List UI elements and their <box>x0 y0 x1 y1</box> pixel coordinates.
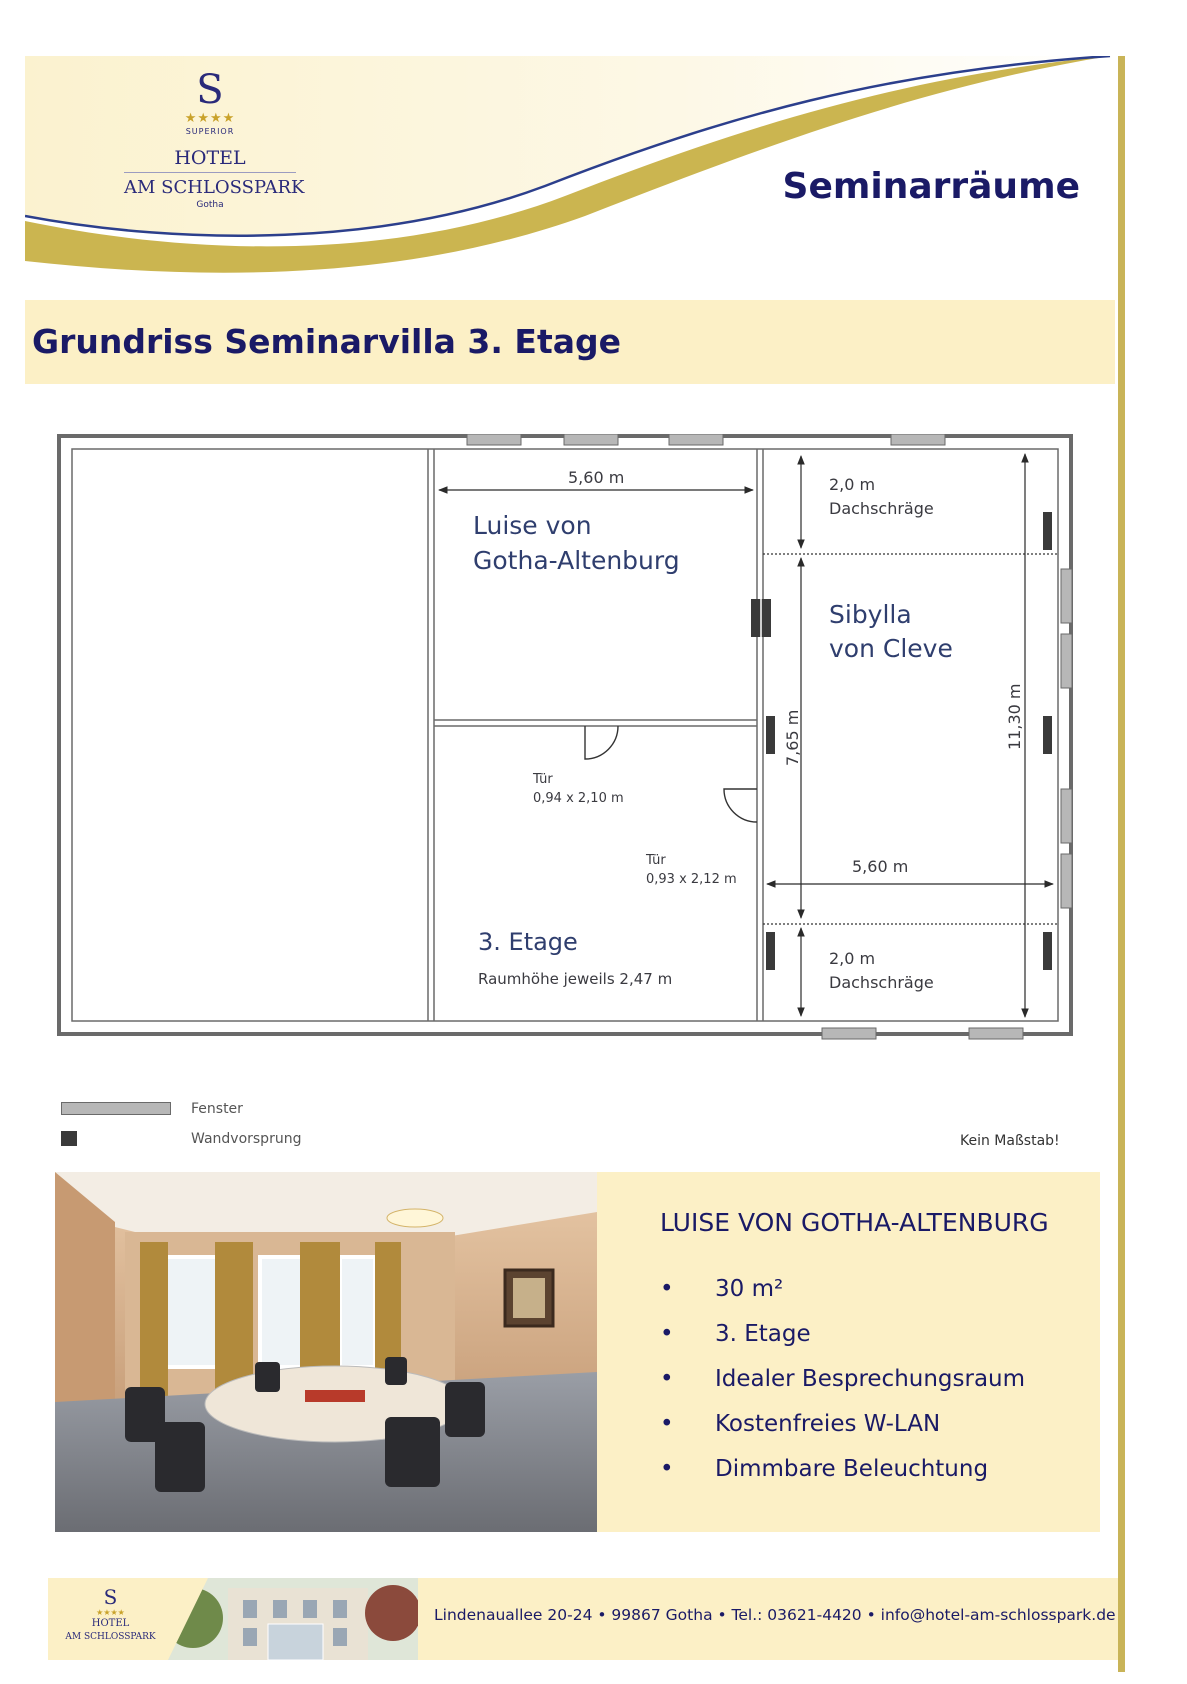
footer-logo <box>48 1578 173 1660</box>
footer-hotel-photo <box>168 1578 418 1660</box>
window <box>467 434 521 445</box>
feature-text: 30 m² <box>715 1276 784 1302</box>
wall-projection <box>1043 932 1052 970</box>
footer-logo-letter: S <box>103 1585 118 1609</box>
logo-city: Gotha <box>196 200 224 210</box>
label-room1-name-2: Gotha-Altenburg <box>473 546 680 575</box>
legend-wall-label: Wandvorsprung <box>191 1131 302 1147</box>
label-room2-name-1: Sibylla <box>829 600 912 629</box>
window <box>669 434 723 445</box>
feature-item <box>660 1366 1025 1392</box>
floorplan <box>57 434 1073 1040</box>
right-border-rule <box>1118 56 1125 1672</box>
label-room1-width: 5,60 m <box>568 468 625 487</box>
label-slope-bottom-value: 2,0 m <box>829 949 876 968</box>
window <box>969 1028 1023 1039</box>
label-door2: Tür <box>646 853 666 868</box>
footer-logo-name: AM SCHLOSSPARK <box>65 1632 156 1642</box>
label-door1-size: 0,94 x 2,10 m <box>533 791 624 806</box>
bullet: • <box>660 1276 674 1302</box>
feature-text: Kostenfreies W-LAN <box>715 1411 941 1437</box>
feature-text: Idealer Besprechungsraum <box>715 1366 1026 1392</box>
feature-item <box>660 1321 811 1347</box>
window <box>1061 634 1072 688</box>
bullet: • <box>660 1411 674 1437</box>
label-room-height: Raumhöhe jeweils 2,47 m <box>478 970 673 988</box>
legend-wall-swatch <box>61 1131 77 1146</box>
label-room2-width: 5,60 m <box>852 857 909 876</box>
label-floor-name: 3. Etage <box>478 928 578 956</box>
feature-text: 3. Etage <box>715 1321 811 1347</box>
label-slope-top-value: 2,0 m <box>829 475 876 494</box>
wall-projection <box>1043 512 1052 550</box>
room-info-title: LUISE VON GOTHA-ALTENBURG <box>660 1208 1049 1237</box>
logo-letter: S <box>196 67 224 113</box>
bullet: • <box>660 1456 674 1482</box>
legend-window-label: Fenster <box>191 1101 243 1117</box>
footer-logo-stars: ★★★★ <box>96 1608 125 1617</box>
footer-logo-hotel: HOTEL <box>91 1618 130 1629</box>
window <box>891 434 945 445</box>
bullet: • <box>660 1366 674 1392</box>
logo-name: AM SCHLOSSPARK <box>124 172 296 199</box>
page-title: Seminarräume <box>782 166 1080 207</box>
footer-address: Lindenauallee 20-24 • 99867 Gotha • Tel.: 03621-4420 • info@hotel-am-schlosspark.de <box>434 1606 1116 1624</box>
feature-text: Dimmbare Beleuchtung <box>715 1456 989 1482</box>
logo-hotel: HOTEL <box>174 147 246 169</box>
logo-superior: SUPERIOR <box>185 127 235 136</box>
feature-item <box>660 1456 988 1482</box>
window <box>822 1028 876 1039</box>
hotel-logo <box>110 68 310 211</box>
label-door1: Tür <box>533 772 553 787</box>
label-slope-top: Dachschräge <box>829 499 934 518</box>
label-door2-size: 0,93 x 2,12 m <box>646 872 737 887</box>
logo-stars: ★★★★ <box>184 111 236 126</box>
feature-item <box>660 1411 940 1437</box>
label-total-length: 11,30 m <box>1005 683 1024 750</box>
scale-note: Kein Maßstab! <box>960 1133 1060 1149</box>
legend-window-swatch <box>61 1102 171 1115</box>
wall-projection <box>766 716 775 754</box>
label-room2-name-2: von Cleve <box>829 634 953 663</box>
room-photo <box>55 1172 597 1532</box>
section-title: Grundriss Seminarvilla 3. Etage <box>32 322 621 361</box>
label-room1-name-1: Luise von <box>473 511 592 540</box>
wall-projection <box>1043 716 1052 754</box>
window <box>564 434 618 445</box>
window <box>1061 569 1072 623</box>
bullet: • <box>660 1321 674 1347</box>
feature-item <box>660 1276 783 1302</box>
window <box>1061 789 1072 843</box>
window <box>1061 854 1072 908</box>
label-slope-bottom: Dachschräge <box>829 973 934 992</box>
wall-projection <box>766 932 775 970</box>
label-room2-length: 7,65 m <box>783 709 802 766</box>
